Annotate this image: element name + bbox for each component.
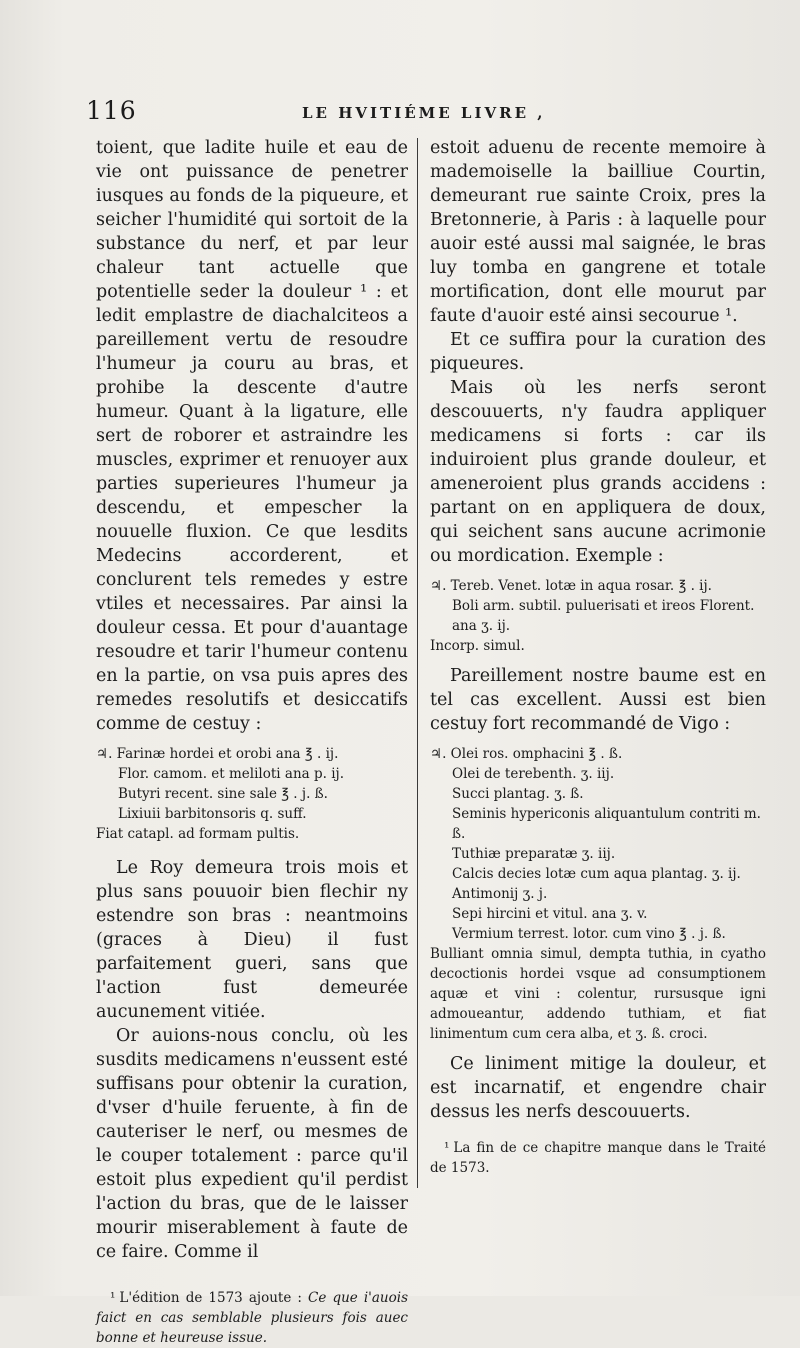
paragraph: Mais où les nerfs seront descouuerts, n'y faudra appliquer medicamens si forts : car ils induiroient plus grande douleur, et ameneroient plus grands accidens : partant on en appliquera de doux, qui seichent sans aucune acrimonie ou mordication. Exemple : [430, 378, 766, 566]
paragraph: Or auions-nous conclu, où les susdits medicamens n'eussent esté suffisans pour obtenir la curation, d'vser d'huile feruente, à fin de cauteriser le nerf, ou mesmes de le couper totalement : parce qu'il estoit plus expedient qu'il perdist l'action du bras, que de le laisser mourir miserablement à faute de ce faire. Comme il [96, 1026, 408, 1262]
recipe-line: Olei de terebenth. ʒ. iij. [452, 766, 615, 782]
footnote-italic: Ce que i'auois faict en cas semblable plusieurs fois auec bonne et heureuse issue. [96, 1290, 408, 1346]
recipe-line: Tuthiæ preparatæ ʒ. iij. [452, 846, 616, 862]
left-column [96, 136, 408, 1348]
footnote-label: ¹ [110, 1290, 116, 1306]
recipe-line: Flor. camom. et meliloti ana p. ij. [118, 766, 344, 782]
running-head [86, 96, 786, 132]
recipe-line: Sepi hircini et vitul. ana ʒ. v. [452, 906, 648, 922]
recipe-line: ♃. Tereb. Venet. lotæ in aqua rosar. ℥ . ij. [430, 578, 712, 594]
recipe-line: Vermium terrest. lotor. cum vino ℥ . j. ß. [452, 926, 726, 942]
paragraph: Ce liniment mitige la douleur, et est incarnatif, et engendre chair dessus les nerfs descouuerts. [430, 1054, 766, 1122]
column-divider [417, 138, 418, 1188]
page-number: 116 [86, 96, 137, 125]
recipe-line: Calcis decies lotæ cum aqua plantag. ʒ. ij. [452, 866, 741, 882]
footnote-text: L'édition de 1573 ajoute : [119, 1290, 302, 1306]
recipe [430, 576, 766, 656]
right-column [430, 136, 766, 1178]
paragraph: toient, que ladite huile et eau de vie ont puissance de penetrer iusques au fonds de la piqueure, et seicher l'humidité qui sortoit de la substance du nerf, et par leur chaleur tant actuelle que potentielle seder la douleur ¹ : et ledit emplastre de diachalciteos a pareillement vertu de resoudre l'humeur ja couru au bras, et prohibe la descente d'autre humeur. Quant à la ligature, elle sert de roborer et astraindre les muscles, exprimer et renuoyer aux parties superieures l'humeur ja descendu, et empescher la nouuelle fluxion. Ce que lesdits Medecins accorderent, et conclurent tels remedes y estre vtiles et necessaires. Par ainsi la douleur cessa. Et pour d'auantage resoudre et tarir l'humeur contenu en la partie, on vsa puis apres des remedes resolutifs et desiccatifs comme de cestuy : [96, 138, 408, 734]
footnote-text: La fin de ce chapitre manque dans le Traité de 1573. [430, 1140, 766, 1176]
recipe-line: Seminis hypericonis aliquantulum contriti m. ß. [452, 806, 761, 842]
recipe-line: Butyri recent. sine sale ℥ . j. ß. [118, 786, 328, 802]
running-title: LE HVITIÉME LIVRE , [302, 104, 546, 122]
recipe-line: Boli arm. subtil. puluerisati et ireos Florent. ana ʒ. ij. [452, 598, 755, 634]
recipe-line: Antimonij ʒ. j. [452, 886, 548, 902]
recipe-line: Lixiuii barbitonsoris q. suff. [118, 806, 307, 822]
recipe-line: ♃. Farinæ hordei et orobi ana ℥ . ij. [96, 746, 339, 762]
recipe [430, 744, 766, 1044]
footnote [430, 1138, 766, 1178]
paragraph: Et ce suffira pour la curation des piqueures. [430, 330, 766, 374]
recipe-instruction: Incorp. simul. [430, 638, 525, 654]
recipe-line: ♃. Olei ros. omphacini ℥ . ß. [430, 746, 623, 762]
footnote-label: ¹ [444, 1140, 450, 1156]
footnote [96, 1288, 408, 1348]
recipe [96, 744, 408, 844]
paragraph: Pareillement nostre baume est en tel cas excellent. Aussi est bien cestuy fort recommandé de Vigo : [430, 666, 766, 734]
recipe-instruction: Bulliant omnia simul, dempta tuthia, in cyatho decoctionis hordei vsque ad consumptionem aquæ et vini : colentur, rursusque igni admoueantur, addendo tuthiam, et fiat linimentum cum cera alba, et ʒ. ß. croci. [430, 946, 766, 1042]
recipe-instruction: Fiat catapl. ad formam pultis. [96, 826, 300, 842]
paragraph: estoit aduenu de recente memoire à mademoiselle la bailliue Courtin, demeurant rue sainte Croix, pres la Bretonnerie, à Paris : à laquelle pour auoir esté aussi mal saignée, le bras luy tomba en gangrene et totale mortification, dont elle mourut par faute d'auoir esté ainsi secourue ¹. [430, 138, 766, 326]
paragraph: Le Roy demeura trois mois et plus sans pouuoir bien flechir ny estendre son bras : neantmoins (graces à Dieu) il fust parfaitement gueri, sans que l'action fust demeurée aucunement vitiée. [96, 858, 408, 1022]
recipe-line: Succi plantag. ʒ. ß. [452, 786, 584, 802]
